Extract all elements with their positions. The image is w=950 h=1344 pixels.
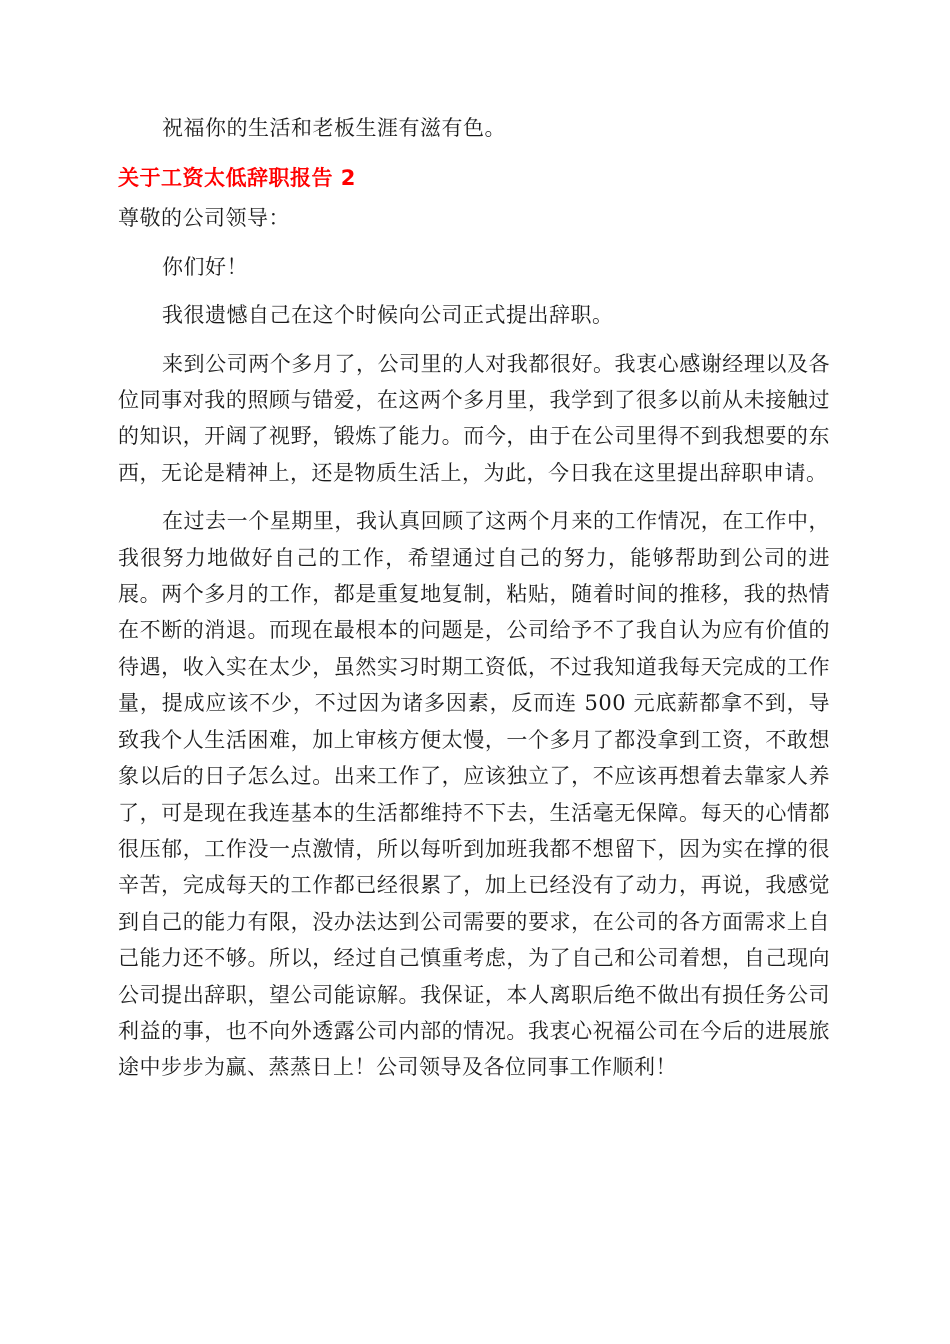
document-body [118,110,830,1086]
salutation: 尊敬的公司领导： [118,206,290,231]
body-paragraph-1: 来到公司两个多月了，公司里的人对我都很好。我衷心感谢经理以及各位同事对我的照顾与错爱，在这两个多月里，我学到了很多以前从未接触过的知识，开阔了视野，锻炼了能力。而今，由于在公司里得不到我想要的东西，无论是精神上，还是物质生活上，为此，今日我在这里提出辞职申请。 [118,351,830,485]
body-paragraph-2: 在过去一个星期里，我认真回顾了这两个月来的工作情况，在工作中，我很努力地做好自己的工作，希望通过自己的努力，能够帮助到公司的进展。两个多月的工作，都是重复地复制，粘贴，随着时间的推移，我的热情在不断的消退。而现在最根本的问题是，公司给予不了我自认为应有价值的待遇，收入实在太少，虽然实习时期工资低，不过我知道我每天完成的工作量，提成应该不少，不过因为诸多因素，反而连 500 元底薪都拿不到，导致我个人生活困难，加上审核方便太慢，一个多月了都没拿到工资，不敢想象以后的日子怎么过。出来工作了，应该独立了，不应该再想着去靠家人养了，可是现在我连基本的生活都维持不下去，生活毫无保障。每天的心情都很压郁，工作没一点激情，所以每听到加班我都不想留下，因为实在撑的很辛苦，完成每天的工作都已经很累了，加上已经没有了动力，再说，我感觉到自己的能力有限，没办法达到公司需要的要求，在公司的各方面需求上自己能力还不够。所以，经过自己慎重考虑，为了自己和公司着想，自己现向公司提出辞职，望公司能谅解。我保证，本人离职后绝不做出有损任务公司利益的事，也不向外透露公司内部的情况。我衷心祝福公司在今后的进展旅途中步步为赢、蒸蒸日上！公司领导及各位同事工作顺利！ [118,509,830,1080]
section-heading: 关于工资太低辞职报告 2 [118,166,356,191]
greeting: 你们好！ [162,254,248,279]
intro-paragraph: 我很遗憾自己在这个时候向公司正式提出辞职。 [162,303,614,328]
closing-blessing: 祝福你的生活和老板生涯有滋有色。 [162,116,506,140]
